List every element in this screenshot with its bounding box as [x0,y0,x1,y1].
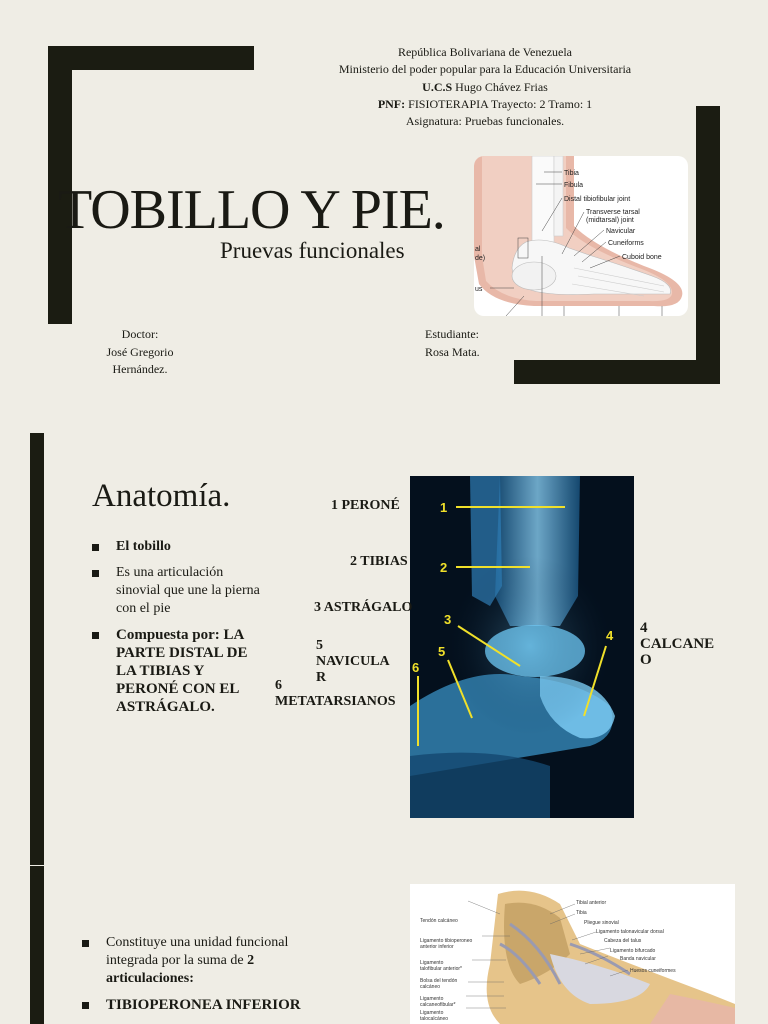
label-transverse-1: Transverse tarsal [586,209,640,216]
lig-label-r8: Huesos cuneiformes [630,968,676,974]
lig-label-l1: Tendón calcáneo [420,918,458,924]
institution-header [290,44,680,130]
label-tibias: 2 TIBIAS [350,554,408,569]
label-cut-1: al [475,246,481,253]
bullet-marker [82,1002,89,1009]
label-navicular: 5 NAVICULA R [316,638,390,685]
section-title-anatomia: Anatomía. [92,478,231,514]
bullet-marker [92,632,99,639]
frame-bottom-bar [514,360,720,384]
bullet-marker [92,570,99,577]
doctor-name-2: Hernández. [112,362,168,376]
lig-label-l2: Ligamento tibioperoneo [420,938,473,944]
lig-label-r7: Banda navicular [620,956,656,962]
label-cut-2: de) [475,255,486,262]
foot-illustration-svg [474,156,688,316]
slide2-left-bar [30,433,44,865]
bullet-tibioperonea: TIBIOPERONEA INFERIOR [82,996,332,1014]
lig-label-l8: Ligamento [420,996,444,1002]
slide-title: TOBILLO Y PIE. [58,179,445,241]
bullet-marker [92,544,99,551]
lig-label-r5: Cabeza del talus [604,938,642,944]
bullet-articulacion: Es una articulación sinovial que une la pierna con el pie [92,564,267,618]
anatomy-bullet-list [92,538,267,724]
doctor-label: Doctor: [121,327,159,341]
ankle-ligaments-illustration [410,884,735,1024]
label-transverse-2: (midtarsal) joint [586,217,634,224]
inst-line-4: PNF: FISIOTERAPIA Trayecto: 2 Tramo: 1 [377,96,593,111]
student-label: Estudiante: [425,327,479,341]
label-distal-joint: Distal tibiofibular joint [564,196,631,203]
doctor-name-1: José Gregorio [106,344,174,359]
label-navicular: Navicular [606,228,636,235]
lig-label-l4: Ligamento [420,960,444,966]
bullet-tobillo: El tobillo [92,538,267,556]
bullet-marker [82,940,89,947]
inst-line-3: U.C.S Hugo Chávez Frias [422,79,548,94]
lig-label-l6: Bolsa del tendón [420,978,458,984]
inst-line-1: República Bolivariana de Venezuela [397,45,573,59]
lig-label-r6: Ligamento bifurcado [610,948,656,954]
frame-top-bar [48,46,254,70]
xray-num-5: 5 [438,644,446,659]
label-cuneiforms: Cuneiforms [608,240,644,247]
lig-label-r2: Tibia [576,910,587,916]
xray-num-4: 4 [606,628,614,643]
student-block [425,326,480,361]
lig-label-l10: Ligamento [420,1010,444,1016]
xray-num-3: 3 [444,612,452,627]
xray-num-2: 2 [440,560,448,575]
foot-anatomy-illustration [474,156,688,316]
inst-line-2: Ministerio del poder popular para la Educación Universitaria [338,62,632,77]
lig-label-r1: Tibial anterior [576,900,607,906]
label-fibula: Fibula [564,182,584,189]
slide3-left-bar [30,866,44,1024]
ankle-xray-image [410,476,634,818]
label-cuboid: Cuboid bone [622,254,662,261]
bullet-unidad-funcional: Constituye una unidad funcional integrada por la suma de 2 articulaciones: [82,934,332,988]
articulations-bullet-list [82,934,332,1022]
label-perone: 1 PERONÉ [331,498,400,513]
xray-num-1: 1 [440,500,448,515]
label-astragalo: 3 ASTRÁGALO [314,600,413,615]
label-calcaneo: 4 CALCANE O [640,620,715,668]
lig-label-l3: anterior inferior [420,944,454,950]
lig-label-l5: talofibular anterior* [420,966,462,972]
lig-label-l11: talocalcáneo [420,1016,449,1022]
label-tibia: Tibia [564,170,579,177]
bullet-compuesta: Compuesta por: LA PARTE DISTAL DE LA TIBIAS Y PERONÉ CON EL ASTRÁGALO. [92,626,267,716]
lig-label-l9: calcaneofibular* [420,1002,456,1008]
inst-line-5: Asignatura: Pruebas funcionales. [405,114,565,129]
xray-num-6: 6 [412,660,420,675]
lig-label-r3: Pliegue sinovial [584,920,619,926]
student-name: Rosa Mata. [425,344,480,359]
frame-right-bar [696,106,720,384]
lig-label-l7: calcáneo [420,984,441,990]
label-metatarsianos: 6 METATARSIANOS [275,678,396,709]
lig-label-r4: Ligamento talonavicular dorsal [596,929,664,935]
xray-svg [410,476,634,818]
label-cut-3: us [475,286,483,293]
ligaments-svg [410,884,735,1024]
doctor-block [100,326,180,379]
slide-subtitle: Pruevas funcionales [220,238,405,263]
